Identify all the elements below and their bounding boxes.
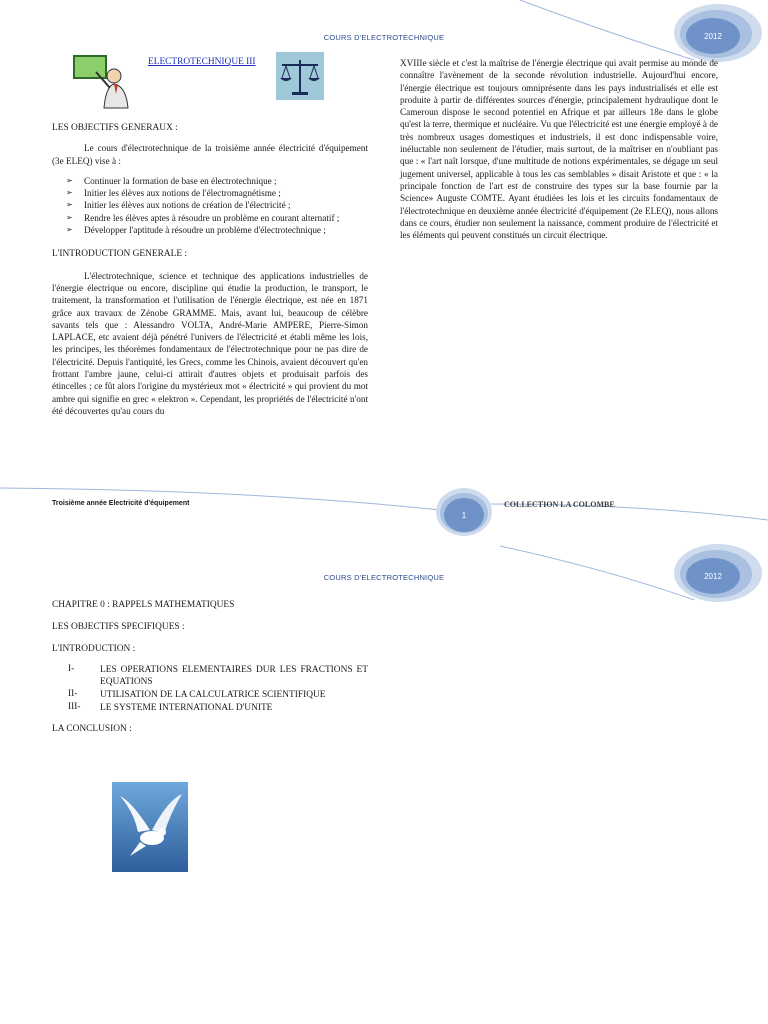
outline-item: LE SYSTEME INTERNATIONAL D'UNITE (100, 703, 273, 713)
chapter-title: CHAPITRE 0 : RAPPELS MATHEMATIQUES (52, 600, 235, 610)
arrow-bullet-icon: ➢ (66, 175, 73, 185)
header-swoosh (0, 0, 768, 60)
objectives-heading: LES OBJECTIFS GENERAUX : (52, 123, 178, 133)
outline-item: UTILISATION DE LA CALCULATRICE SCIENTIFIQUE (100, 690, 326, 700)
outline-number: I- (68, 664, 75, 674)
running-header: COURS D'ELECTROTECHNIQUE (323, 573, 445, 582)
footer-collection: COLLECTION LA COLOMBE (504, 500, 615, 509)
page-number: 1 (444, 498, 484, 532)
outline-number: III- (68, 702, 81, 712)
list-item: ➢ Rendre les élèves aptes à résoudre un problème en courant alternatif ; (66, 212, 340, 223)
arrow-bullet-icon: ➢ (66, 200, 73, 210)
intro-paragraph-left: L'électrotechnique, science et technique des applications industrielles de l'énergie électrique ou encore, discipline qui étudie la production, le transport, le traitement, la transformation et l'utilisation de l'énergie électrique, est née en 1871 grâce aux travaux de Zénobe GRAMME. Mais, avant lui, beaucoup de célèbre savants tels que : Alessandro VOLTA, André-Marie AMPERE, Pierre-Simon LAPLACE, etc avaient déjà pénétré l'univers de l'électricité et établi même les lois, les principes, les théorèmes fondamentaux de l'électrotechnique pour ne pas dire de l'électricité. Depuis l'antiquité, les Grecs, comme les Chinois, avaient découvert qu'en frottant l'ambre jaune, celui-ci attirait d'autres objets et produisait parfois des étincelles ; ce fût alors l'origine du mystérieux mot « électricité » qui provient du mot ambre qui signifie en grec « elektron ». Cependant, les propriétés de l'électricité n'ont été découvertes qu'au cours du (52, 270, 368, 416)
right-column (400, 57, 718, 241)
header-swoosh (0, 540, 768, 600)
list-item: ➢ Initier les élèves aux notions de création de l'électricité ; (66, 200, 291, 211)
footer-swoosh (0, 480, 768, 540)
dove-icon (112, 782, 188, 872)
outline-item: LES OPERATIONS ELEMENTAIRES DUR LES FRACTIONS ET EQUATIONS (100, 665, 368, 687)
conclusion-heading: LA CONCLUSION : (52, 724, 132, 734)
objectives-list (52, 175, 368, 236)
outline-number: II- (68, 689, 78, 699)
running-header: COURS D'ELECTROTECHNIQUE (323, 33, 445, 42)
teacher-icon (70, 54, 140, 110)
course-title: ELECTROTECHNIQUE III (148, 57, 256, 67)
arrow-bullet-icon: ➢ (66, 212, 73, 222)
arrow-bullet-icon: ➢ (66, 225, 73, 235)
document-page-2 (0, 540, 768, 1024)
footer-course-level: Troisième année Electricité d'équipement (52, 500, 190, 507)
year-badge: 2012 (686, 18, 740, 54)
arrow-bullet-icon: ➢ (66, 188, 73, 198)
list-item: ➢ Continuer la formation de base en électrotechnique ; (66, 175, 277, 186)
scales-icon (276, 52, 324, 100)
list-item: ➢ Initier les élèves aux notions de l'électromagnétisme ; (66, 188, 281, 199)
left-column (52, 122, 368, 417)
list-item: ➢ Développer l'aptitude à résoudre un problème d'électrotechnique ; (66, 225, 326, 236)
objectives-intro: Le cours d'électrotechnique de la troisième année électricité d'équipement (3e ELEQ) vise à : (52, 143, 368, 166)
introduction-heading: L'INTRODUCTION : (52, 644, 136, 654)
year-badge: 2012 (686, 558, 740, 594)
intro-heading: L'INTRODUCTION GENERALE : (52, 249, 188, 260)
specific-objectives-heading: LES OBJECTIFS SPECIFIQUES : (52, 622, 185, 632)
intro-paragraph-right: XVIIIe siècle et c'est la maîtrise de l'énergie électrique qui avait permise au monde de connaître l'avènement de la seconde révolution industrielle. Aujourd'hui encore, l'énergie électrique est toujours omniprésente dans les pays industrialisés et elle est produite à partir de différentes sources d'énergie, principalement hydraulique dont le Cameroun dispose le second potentiel en Afrique et par ailleurs 18e dans le globe qu'est la terre, thermique et nucléaire. Vu que l'électricité est une énergie employé à de très nombreux usages domestiques et industriels, il est donc indispensable voire, inéluctable non seulement de l'étudier, mais surtout, de la maîtriser en n'oubliant pas que : « l'art naît lorsque, d'une multitude de notions expérimentales, se dégage un seul jugement universel, applicable à tous les cas semblables » disait Aristote et que : « la principale fonction de l'art est de construire des types sur la base fournie par la Science» Auguste COMTE. Ayant étudiées les lois et les circuits fondamentaux de l'électrotechnique en deuxième année électricité d'équipement (2e ELEQ), nous allons dans ce cours, étudier non seulement la naissance, comment produire de l'électricité et les éléments qui peuvent constitués un circuit électrique. (400, 58, 718, 241)
